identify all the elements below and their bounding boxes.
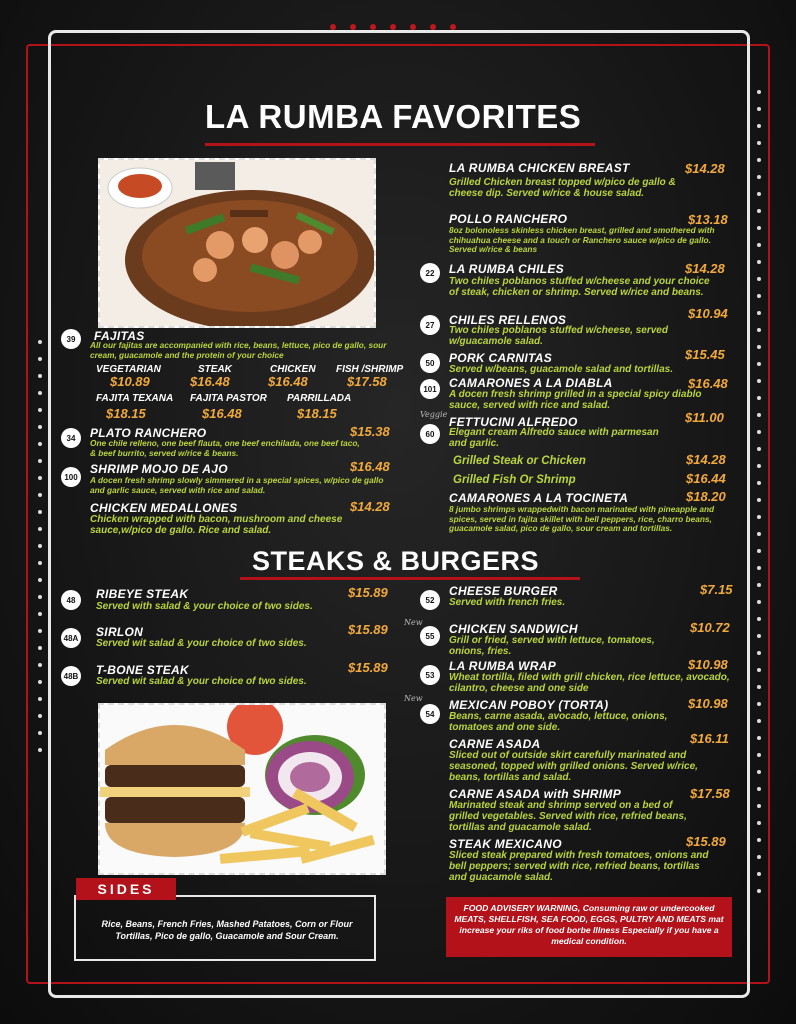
right-dots (757, 90, 761, 893)
item-badge: 22 (420, 263, 440, 283)
favorites-underline (205, 143, 595, 146)
fajita-option-label: CHICKEN (270, 364, 316, 375)
item-desc-plato-ranchero: One chile relleno, one beef flauta, one beef enchilada, one beef taco, & beef burrito, served w/rice & beans. (90, 438, 360, 458)
item-name-pork-carnitas: PORK CARNITAS (449, 351, 553, 365)
veggie-tag: Veggie (420, 410, 448, 419)
item-name-chicken-sandwich: CHICKEN SANDWICH (449, 622, 578, 636)
item-name-fajitas: FAJITAS (94, 329, 145, 343)
item-badge: 100 (61, 467, 81, 487)
item-price-camarones-tocineta: $18.20 (686, 489, 726, 504)
item-price-chiles-rellenos: $10.94 (688, 306, 728, 321)
item-price-pollo-ranchero: $13.18 (688, 212, 728, 227)
item-name-camarones-diabla: CAMARONES A LA DIABLA (449, 376, 613, 390)
fajita-option-price: $16.48 (202, 406, 242, 421)
fajita-option-price: $18.15 (106, 406, 146, 421)
item-price-carne-asada: $16.11 (690, 731, 729, 746)
item-price-ribeye: $15.89 (348, 585, 388, 600)
fajita-option-price: $18.15 (297, 406, 337, 421)
item-badge: 27 (420, 315, 440, 335)
item-badge: 48A (61, 628, 81, 648)
item-name-la-rumba-chiles: LA RUMBA CHILES (449, 262, 564, 276)
item-name-chicken-medallones: CHICKEN MEDALLONES (90, 501, 238, 515)
item-name-fettucini: FETTUCINI ALFREDO (449, 415, 578, 429)
item-price-cheese-burger: $7.15 (700, 582, 733, 597)
item-price-sirlon: $15.89 (348, 622, 388, 637)
item-price-steak-mexicano: $15.89 (686, 834, 726, 849)
item-desc-ribeye: Served with salad & your choice of two sides. (96, 601, 313, 612)
item-badge: 53 (420, 665, 440, 685)
item-name-chiles-rellenos: CHILES RELLENOS (449, 313, 567, 327)
item-desc-la-rumba-wrap: Wheat tortilla, filed with grill chicken, rice lettuce, avocado, cilantro, cheese and one side (449, 672, 730, 694)
item-price-plato-ranchero: $15.38 (350, 424, 390, 439)
item-price-mexican-poboy: $10.98 (688, 696, 728, 711)
item-desc-chicken-breast: Grilled Chicken breast topped w/pico de gallo & cheese dip. Served w/rice & house salad. (449, 177, 676, 199)
item-desc-t-bone: Served wit salad & your choice of two sides. (96, 676, 307, 687)
item-badge: 60 (420, 424, 440, 444)
fajita-option-label: STEAK (198, 364, 232, 375)
item-price-la-rumba-chiles: $14.28 (685, 261, 725, 276)
item-desc-camarones-diabla: A docen fresh shrimp grilled in a special spicy diablo sauce, served with rice and salad. (449, 389, 702, 411)
item-desc-carne-asada: Sliced out of outside skirt carefully marinated and seasoned, topped with grilled onions. Served w/rice, beans, tortillas and salad. (449, 750, 698, 783)
item-name-plato-ranchero: PLATO RANCHERO (90, 426, 207, 440)
item-desc-fajitas: All our fajitas are accompanied with rice, beans, lettuce, pico de gallo, sour cream, guacamole and the protein of your choice (90, 340, 387, 360)
item-price-carne-asada-shrimp: $17.58 (690, 786, 730, 801)
item-price-chicken-breast: $14.28 (685, 161, 725, 176)
item-name-sirlon: SIRLON (96, 625, 144, 639)
item-price-la-rumba-wrap: $10.98 (688, 657, 728, 672)
item-name-ribeye: RIBEYE STEAK (96, 587, 189, 601)
item-desc-chicken-sandwich: Grill or fried, served with lettuce, tomatoes, onions, fries. (449, 635, 655, 657)
item-desc-la-rumba-chiles: Two chiles poblanos stuffed w/cheese and your choice of steak, chicken or shrimp. Served w/rice and beans. (449, 276, 710, 298)
item-desc-fettucini: Elegant cream Alfredo sauce with parmesan and garlic. (449, 427, 659, 449)
steaks-title: STEAKS & BURGERS (252, 546, 540, 576)
new-tag: New (404, 618, 423, 627)
item-name-carne-asada: CARNE ASADA (449, 737, 541, 751)
left-dots (38, 340, 42, 752)
item-desc-pork-carnitas: Served w/beans, guacamole salad and tortillas. (449, 364, 673, 375)
sides-text: Rice, Beans, French Fries, Mashed Patatoes, Corn or Flour Tortillas, Pico de gallo, Guacamole and Sour Cream. (101, 919, 353, 941)
item-price-pork-carnitas: $15.45 (685, 347, 725, 362)
item-badge: 52 (420, 590, 440, 610)
item-desc-carne-asada-shrimp: Marinated steak and shrimp served on a bed of grilled vegetables. Served with rice, refried beans, tortillas and guacamole salad. (449, 800, 687, 833)
item-name-carne-asada-shrimp: CARNE ASADA with SHRIMP (449, 787, 622, 801)
item-name-shrimp-mojo: SHRIMP MOJO DE AJO (90, 462, 228, 476)
fettucini-option-price: $16.44 (686, 471, 726, 486)
food-advisory-warning: FOOD ADVISERY WARNING, Consuming raw or undercooked MEATS, SHELLFISH, SEA FOOD, EGGS, PULTRY AND MEATS mat increase your riks of food borbe Illness Especially if you have a medical condition. (446, 897, 732, 957)
item-desc-chiles-rellenos: Two chiles poblanos stuffed w/cheese, served w/guacamole salad. (449, 325, 668, 347)
fajita-option-label: FAJITA PASTOR (190, 393, 267, 404)
item-name-la-rumba-wrap: LA RUMBA WRAP (449, 659, 556, 673)
fettucini-option-label: Grilled Steak or Chicken (453, 455, 586, 467)
item-name-chicken-breast: LA RUMBA CHICKEN BREAST (449, 161, 630, 175)
item-desc-sirlon: Served wit salad & your choice of two sides. (96, 638, 307, 649)
item-name-cheese-burger: CHEESE BURGER (449, 584, 558, 598)
item-price-t-bone: $15.89 (348, 660, 388, 675)
item-desc-shrimp-mojo: A docen fresh shrimp slowly simmered in a special spices, w/pico de gallo and garlic sauce, served with rice and salad. (90, 475, 384, 495)
item-name-pollo-ranchero: POLLO RANCHERO (449, 212, 568, 226)
fajita-option-label: FAJITA TEXANA (96, 393, 174, 404)
fajita-option-price: $16.48 (268, 374, 308, 389)
item-desc-pollo-ranchero: 8oz bolonoless skinless chicken breast, grilled and smothered with chihuahua cheese and a touch or Ranchero sauce w/pico de gallo. Served w/rice & beans (449, 225, 715, 254)
item-badge: 39 (61, 329, 81, 349)
top-dots (330, 24, 456, 30)
item-desc-camarones-tocineta: 8 jumbo shrimps wrappedwith bacon marinated with pineapple and spices, served in fajita skillet with bell peppers, rice, charro beans, guacamole salad, pico de gallo, sour cream and tortillas. (449, 504, 715, 533)
item-name-camarones-tocineta: CAMARONES A LA TOCINETA (449, 491, 629, 505)
item-price-chicken-sandwich: $10.72 (690, 620, 730, 635)
item-price-chicken-medallones: $14.28 (350, 499, 390, 514)
fajita-option-label: VEGETARIAN (96, 364, 161, 375)
item-name-mexican-poboy: MEXICAN POBOY (TORTA) (449, 698, 609, 712)
item-badge: 101 (420, 379, 440, 399)
item-price-shrimp-mojo: $16.48 (350, 459, 390, 474)
fettucini-option-price: $14.28 (686, 452, 726, 467)
item-price-camarones-diabla: $16.48 (688, 376, 728, 391)
fajita-skillet-photo (98, 158, 376, 328)
item-desc-mexican-poboy: Beans, carne asada, avocado, lettuce, onions, tomatoes and one side. (449, 711, 668, 733)
fajita-option-price: $16.48 (190, 374, 230, 389)
item-name-steak-mexicano: STEAK MEXICANO (449, 837, 562, 851)
item-badge: 55 (420, 626, 440, 646)
favorites-title: LA RUMBA FAVORITES (205, 98, 582, 135)
item-name-t-bone: T-BONE STEAK (96, 663, 189, 677)
fajita-option-price: $10.89 (110, 374, 150, 389)
item-badge: 50 (420, 353, 440, 373)
item-desc-chicken-medallones: Chicken wrapped with bacon, mushroom and cheese sauce,w/pico de gallo. Rice and salad. (90, 514, 343, 536)
steaks-underline (240, 577, 580, 580)
item-badge: 48B (61, 666, 81, 686)
item-desc-cheese-burger: Served with french fries. (449, 597, 566, 608)
item-price-fettucini: $11.00 (685, 410, 724, 425)
item-badge: 54 (420, 704, 440, 724)
cheeseburger-photo (98, 703, 386, 875)
fajita-option-price: $17.58 (347, 374, 387, 389)
fajita-option-label: FISH /SHRIMP (336, 364, 404, 375)
new-tag: New (404, 694, 423, 703)
item-badge: 48 (61, 590, 81, 610)
item-badge: 34 (61, 428, 81, 448)
item-desc-steak-mexicano: Sliced steak prepared with fresh tomatoes, onions and bell peppers; served with rice, refried beans, tortillas and guacamole salad. (449, 850, 709, 883)
sides-label: SIDES (76, 878, 176, 900)
fettucini-option-label: Grilled Fish Or Shrimp (453, 474, 576, 486)
fajita-option-label: PARRILLADA (287, 393, 352, 404)
